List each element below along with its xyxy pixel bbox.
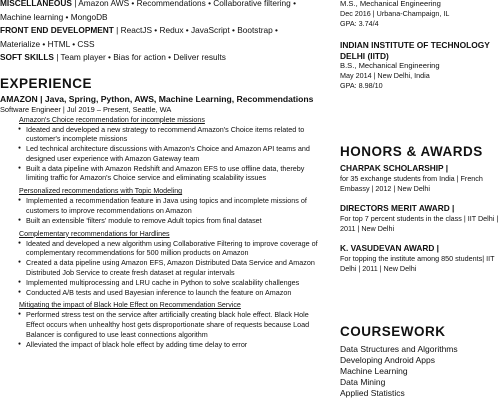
bullet-item: ● Performed stress test on the service after artificially creating black hole effect. Black Hole Effect occurs when unhealthy host gets disproportionate share of requests because Load Balancer is configured to use least connections algorithm — [0, 310, 322, 339]
experience-heading: EXPERIENCE — [0, 75, 93, 91]
degree: M.S., Mechanical Engineering — [340, 0, 441, 8]
education-section — [340, 0, 500, 91]
award-description: For topping the institute among 850 students| IIT Delhi | 2011 | New Delhi — [340, 254, 495, 273]
honors-heading: HONORS & AWARDS — [340, 144, 483, 159]
project-title: Amazon's Choice recommendation for incomplete missions — [19, 115, 205, 124]
project-bullets — [0, 310, 322, 349]
education-detail: GPA: 3.74/4 — [340, 19, 379, 28]
skill-line: SOFT SKILLS | Team player • Bias for action • Deliver results — [0, 52, 226, 62]
bullet-item: ● Created a data pipeline using Amazon EFS, Amazon Distributed Data Service and Amazon Distributed Job Service to create fresh dataset at regular intervals — [0, 258, 322, 278]
coursework-heading: COURSEWORK — [340, 324, 446, 339]
skill-line: FRONT END DEVELOPMENT | ReactJS • Redux • JavaScript • Bootstrap • — [0, 25, 278, 35]
award-description: for 35 exchange students from India | French Embassy | 2012 | New Delhi — [340, 174, 483, 193]
job-title: AMAZON | Java, Spring, Python, AWS, Machine Learning, Recommendations — [0, 93, 314, 104]
award-description: For top 7 percent students in the class | IIT Delhi | 2011 | New Delhi — [340, 214, 499, 233]
bullet-item: ● Alleviated the impact of black hole effect by adding time delay to error — [0, 340, 322, 350]
award-name: DIRECTORS MERIT AWARD | — [340, 203, 455, 213]
course-item: Data Mining — [340, 377, 386, 387]
course-item: Machine Learning — [340, 366, 408, 376]
project-title: Complementary recommendations for Hardlines — [19, 229, 170, 238]
award-name: CHARPAK SCHOLARSHIP | — [340, 163, 449, 173]
education-detail: GPA: 8.98/10 — [340, 81, 383, 90]
education-detail: Dec 2016 | Urbana-Champaign, IL — [340, 9, 450, 18]
skill-line: Materialize • HTML • CSS — [0, 38, 95, 49]
bullet-item: ● Built a data pipeline with Amazon Redshift and Amazon EFS to use offline data, thereby limiting traffic for Amazon's Choice service and eliminating scalability issues — [0, 164, 322, 184]
bullet-item: ● Led technical architecture discussions with Amazon's Choice and Amazon API teams and designed user experience with Amazon Gateway team — [0, 144, 322, 164]
project-bullets — [0, 196, 322, 225]
job-subtitle: Software Engineer | Jul 2019 – Present, Seattle, WA — [0, 104, 172, 114]
bullet-item: ● Ideated and developed a new algorithm using Collaborative Filtering to improve coverage of complementary recommendations for 500 million products on Amazon — [0, 239, 322, 259]
course-item: Developing Android Apps — [340, 355, 435, 365]
education-detail: May 2014 | New Delhi, India — [340, 71, 430, 80]
award-name: K. VASUDEVAN AWARD | — [340, 243, 439, 253]
coursework-section — [340, 324, 500, 399]
project-bullets — [0, 125, 322, 184]
right-column — [340, 0, 500, 400]
project-title: Mitigating the impact of Black Hole Effect on Recommendation Service — [19, 301, 241, 310]
bullet-item: ● Implemented a recommendation feature in Java using topics and incomplete missions of customers to improve recommendations on Amazon — [0, 196, 322, 216]
course-item: Data Structures and Algorithms — [340, 344, 458, 354]
skill-line: Machine learning • MongoDB — [0, 11, 108, 22]
skill-line: MISCELLANEOUS | Amazon AWS • Recommendations • Collaborative filtering • — [0, 0, 296, 8]
course-item: Applied Statistics — [340, 388, 405, 398]
project-bullets — [0, 239, 322, 298]
bullet-item: ● Built an extensible 'filters' module to remove Adult topics from final dataset — [0, 216, 322, 226]
institution-name: INDIAN INSTITUTE OF TECHNOLOGY DELHI (IITD) — [340, 40, 490, 61]
honors-section — [340, 144, 500, 274]
degree: B.S., Mechanical Engineering — [340, 61, 440, 70]
bullet-item: ● Ideated and developed a new strategy to recommend Amazon's Choice items related to customer's incomplete missions — [0, 125, 322, 145]
bullet-item: ● Conducted A/B tests and used Bayesian inference to launch the feature on Amazon — [0, 288, 322, 298]
bullet-item: ● Implemented multiprocessing and LRU cache in Python to solve scalability challenges — [0, 278, 322, 288]
project-title: Personalized recommendations with Topic Modeling — [19, 187, 183, 196]
